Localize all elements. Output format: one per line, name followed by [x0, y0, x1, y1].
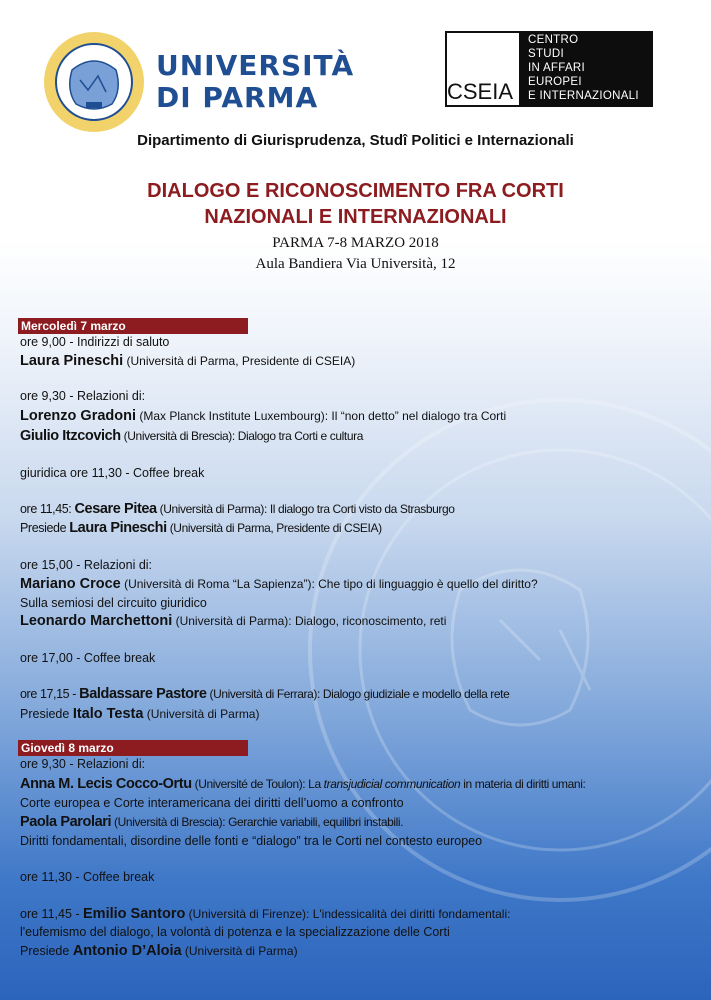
session-time: ore 17,15 -: [20, 687, 80, 701]
event-venue: Aula Bandiera Via Università, 12: [255, 256, 456, 272]
session-time: ore 11,45 -: [20, 907, 84, 921]
cseia-line-2: STUDI: [528, 48, 564, 60]
speaker-name: Baldassare Pastore: [79, 686, 207, 702]
speaker-affiliation: (Università di Parma): Dialogo, riconoscimento, reti: [172, 614, 447, 628]
speaker-name: Emilio Santoro: [83, 906, 186, 922]
day2-label: Giovedì 8 marzo: [18, 740, 248, 756]
speaker-name: Lorenzo Gradoni: [20, 408, 136, 424]
cseia-line-4: EUROPEI: [528, 76, 582, 88]
chair-label: Presiede: [20, 707, 73, 721]
speaker-affiliation: (Université de Toulon): La: [191, 777, 324, 791]
speaker-affiliation: (Università di Brescia): Gerarchie variabili, equilibri instabili.: [111, 815, 404, 829]
speaker-name: Laura Pineschi: [20, 353, 124, 369]
speaker-affiliation: (Università di Roma “La Sapienza”): Che tipo di linguaggio è quello del diritto?: [120, 577, 538, 591]
day1-s2-speaker1: [20, 408, 506, 425]
university-name-line2: DI PARMA: [156, 81, 319, 114]
day1-s1-speaker: [20, 353, 355, 370]
chair-name: Italo Testa: [72, 706, 144, 722]
chair-name: Antonio D’Aloia: [72, 943, 182, 959]
day1-s3-chair: [20, 520, 382, 537]
speaker-affiliation-italic: transjudicial communication: [323, 777, 461, 791]
department-name: Dipartimento di Giurisprudenza, Studî Politici e Internazionali: [137, 132, 574, 149]
title-line1: DIALOGO E RICONOSCIMENTO FRA CORTI: [147, 180, 564, 202]
chair-label: Presiede: [20, 521, 70, 535]
day1-s2-speaker2: [20, 428, 363, 445]
day2-s3-chair: [20, 943, 298, 960]
session-time: ore 11,45:: [20, 502, 75, 516]
chair-affiliation: (Università di Parma): [143, 707, 260, 721]
day1-s3-speaker: [20, 501, 455, 518]
day1-s4-time: ore 15,00 - Relazioni di:: [20, 558, 153, 572]
day2-s1-continuation2: Diritti fondamentali, disordine delle fonti e “dialogo” tra le Corti nel contesto europeo: [20, 834, 483, 848]
day1-s2-time: ore 9,30 - Relazioni di:: [20, 389, 146, 403]
chair-affiliation: (Università di Parma): [181, 944, 298, 958]
cseia-line-1: CENTRO: [528, 34, 579, 46]
university-name-line1: UNIVERSITÀ: [156, 49, 355, 82]
speaker-name: Paola Parolari: [20, 814, 112, 830]
day1-s4-speaker1: [20, 576, 538, 593]
university-seal-icon: [42, 30, 146, 134]
chair-label: Presiede: [20, 944, 73, 958]
speaker-name: Mariano Croce: [20, 576, 121, 592]
day2-s1-time: ore 9,30 - Relazioni di:: [20, 757, 146, 771]
title-line2: NAZIONALI E INTERNAZIONALI: [204, 206, 507, 228]
speaker-name: Anna M. Lecis Cocco-Ortu: [20, 776, 192, 792]
speaker-name: Leonardo Marchettoni: [20, 613, 173, 629]
day2-s1-continuation1: Corte europea e Corte interamericana dei diritti dell’uomo a confronto: [20, 796, 404, 810]
speaker-affiliation: (Università di Firenze): L'indessicalità dei diritti fondamentali:: [185, 907, 511, 921]
cseia-abbr: CSEIA: [447, 79, 514, 104]
day2-s1-speaker1: [20, 776, 585, 793]
day1-s4-speaker2: [20, 613, 446, 630]
speaker-affiliation: (Università di Parma, Presidente di CSEIA): [123, 354, 356, 368]
day2-s2-time: ore 11,30 - Coffee break: [20, 870, 155, 884]
day1-s4-continuation: Sulla semiosi del circuito giuridico: [20, 596, 207, 610]
chair-name: Laura Pineschi: [69, 520, 167, 536]
day1-s6-speaker: [20, 686, 509, 703]
day1-label: Mercoledì 7 marzo: [18, 318, 248, 334]
speaker-affiliation-end: in materia di diritti umani:: [460, 777, 586, 791]
day1-s2-continuation: giuridica ore 11,30 - Coffee break: [20, 466, 205, 480]
speaker-name: Giulio Itzcovich: [20, 428, 121, 444]
day1-s5-time: ore 17,00 - Coffee break: [20, 651, 156, 665]
day2-s1-speaker2: [20, 814, 403, 831]
speaker-affiliation: (Università di Parma): Il dialogo tra Corti visto da Strasburgo: [156, 502, 455, 516]
speaker-affiliation: (Max Planck Institute Luxembourg): Il “non detto” nel dialogo tra Corti: [136, 409, 507, 423]
event-date: PARMA 7-8 MARZO 2018: [272, 235, 439, 251]
day2-s3-continuation: l'eufemismo del dialogo, la volontà di potenza e la specializzazione delle Corti: [20, 925, 450, 939]
day1-s6-chair: [20, 706, 259, 723]
day2-s3-speaker: [20, 906, 510, 923]
speaker-affiliation: (Università di Ferrara): Dialogo giudiziale e modello della rete: [206, 687, 510, 701]
chair-affiliation: (Università di Parma, Presidente di CSEIA): [166, 521, 382, 535]
cseia-line-3: IN AFFARI: [528, 62, 586, 74]
cseia-line-5: E INTERNAZIONALI: [528, 90, 639, 102]
speaker-name: Cesare Pitea: [74, 501, 157, 517]
speaker-affiliation: (Università di Brescia): Dialogo tra Corti e cultura: [120, 429, 363, 443]
day1-s1-time: ore 9,00 - Indirizzi di saluto: [20, 335, 170, 349]
